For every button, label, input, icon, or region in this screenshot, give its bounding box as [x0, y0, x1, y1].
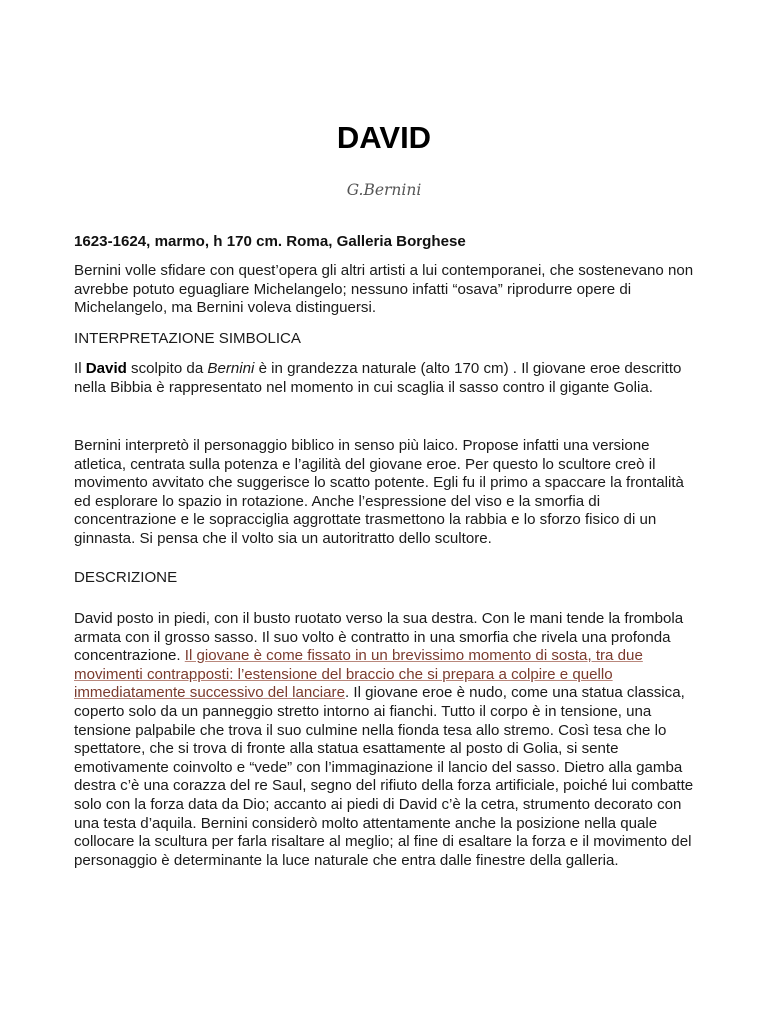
- text-span: Il: [74, 360, 86, 377]
- section-heading-description: DESCRIZIONE: [74, 569, 178, 586]
- highlighted-text: Il giovane è come fissato in un brevissimo momento di sosta, tra due movimenti contrapposti: l’estensione del braccio che si prepara a colpire e quello immediatamente successivo del lanciare: [74, 647, 643, 702]
- interpretation-paragraph-1: [74, 360, 704, 397]
- page-title: DAVID: [336, 120, 432, 155]
- text-span: . Il giovane eroe è nudo, come una statua classica, coperto solo da un panneggio stretto intorno ai fianchi. Tutto il corpo è in tensione, una tensione palpabile che trova il suo culmine nella fionda tesa allo stremo. Così tesa che lo spettatore, che si trova di fronte alla statua esattamente al posto di Golia, si sente emotivamente coinvolto e “vede” con l’immaginazione il lancio del sasso. Dietro alla gamba destra c’è una corazza del re Saul, segno del rifiuto della forza artificiale, poiché lui combatte solo con la forza data da Dio; accanto ai piedi di David c’è la cetra, strumento decorato con una testa d’aquila. Bernini considerò molto attentamente anche la posizione nella quale collocare la scultura per farla risaltare al meglio; al fine di esaltare la forza e il movimento del personaggio è determinante la luce naturale che entra dalle finestre della galleria.: [74, 684, 694, 869]
- text-span: David posto in piedi, con il busto ruotato verso la sua destra. Con le mani tende la frombola armata con il grosso sasso. Il suo volto è contratto in una smorfia che rivela una profonda concentrazione.: [74, 610, 684, 665]
- section-heading-interpretation: INTERPRETAZIONE SIMBOLICA: [74, 330, 301, 347]
- artwork-info: 1623-1624, marmo, h 170 cm. Roma, Galleria Borghese: [74, 233, 466, 250]
- author-subtitle: G.Bernini: [346, 181, 422, 199]
- bold-term-david: David: [85, 360, 127, 377]
- interpretation-paragraph-2: Bernini interpretò il personaggio biblico in senso più laico. Propose infatti una versione atletica, centrata sulla potenza e l’agilità del giovane eroe. Per questo lo scultore creò il movimento avvitato che suggerisce lo scatto potente. Egli fu il primo a spaccare la frontalità ed esplorare lo spazio in rotazione. Anche l’espressione del viso e la smorfia di concentrazione e le sopracciglia aggrottate trasmettono la rabbia e lo sforzo fisico di un ginnasta. Si pensa che il volto sia un autoritratto dello scultore.: [74, 437, 684, 547]
- description-paragraph: [74, 610, 704, 870]
- text-span: è in grandezza naturale (alto 170 cm) . Il giovane eroe descritto nella Bibbia è rappresentato nel momento in cui scaglia il sasso contro il gigante Golia.: [74, 360, 682, 396]
- italic-term-bernini: Bernini: [207, 360, 255, 377]
- text-span: scolpito da: [126, 360, 208, 377]
- intro-paragraph: Bernini volle sfidare con quest’opera gli altri artisti a lui contemporanei, che sostenevano non avrebbe potuto eguagliare Michelangelo; nessuno infatti “osava” riprodurre opere di Michelangelo, ma Bernini voleva distinguersi.: [74, 262, 694, 317]
